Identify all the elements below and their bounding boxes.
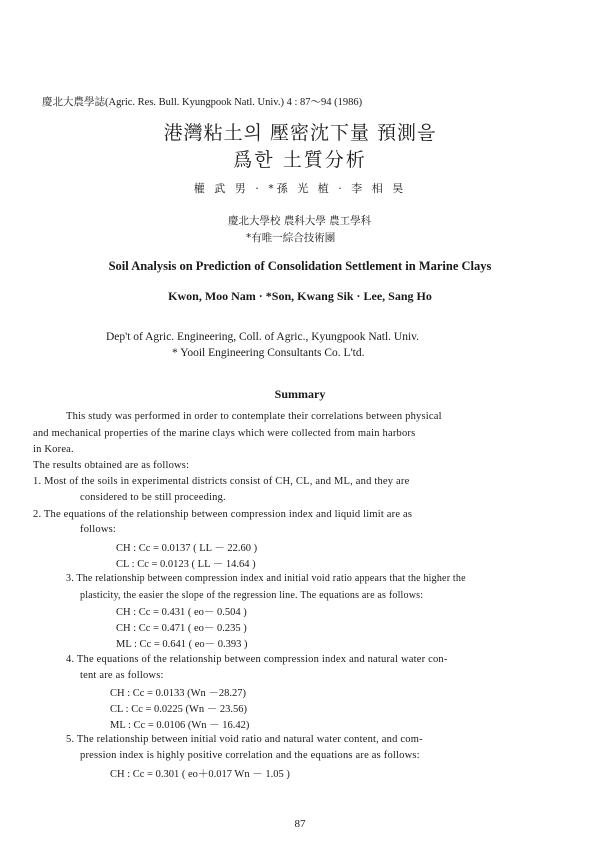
item-4-line-1: 4. The equations of the relationship between compression index and natural water con- — [66, 654, 448, 665]
item-1-line-2: considered to be still proceeding. — [80, 492, 226, 503]
item-3-equation-1: CH : Cc = 0.431 ( eo－ 0.504 ) — [116, 607, 247, 618]
results-intro: The results obtained are as follows: — [33, 460, 190, 471]
item-4-equation-2: CL : Cc = 0.0225 (Wn － 23.56) — [110, 704, 248, 715]
item-3-equation-3: ML : Cc = 0.641 ( eo－ 0.393 ) — [116, 639, 248, 650]
journal-citation: 慶北大農學誌(Agric. Res. Bull. Kyungpook Natl. Univ.) 4 : 87～94 (1986) — [42, 97, 363, 108]
item-4-equation-1: CH : Cc = 0.0133 (Wn －28.27) — [110, 688, 246, 699]
item-5-line-1: 5. The relationship between initial void ratio and natural water content, and com- — [66, 734, 423, 745]
affiliation-korean-1: 慶北大學校 農科大學 農工學科 — [228, 215, 372, 227]
title-english: Soil Analysis on Prediction of Consolidation Settlement in Marine Clays — [108, 259, 492, 273]
item-2-line-2: follows: — [80, 524, 117, 535]
authors-korean: 權 武 男 · *孫 光 植 · 李 相 昊 — [193, 182, 407, 195]
item-2-equation-2: CL : Cc = 0.0123 ( LL － 14.64 ) — [116, 559, 256, 570]
item-5-equation-1: CH : Cc = 0.301 ( eo＋0.017 Wn － 1.05 ) — [110, 769, 290, 780]
affiliation-english-2: * Yooil Engineering Consultants Co. L'td. — [172, 347, 365, 359]
affiliation-english-1: Dep't of Agric. Engineering, Coll. of Agric., Kyungpook Natl. Univ. — [106, 331, 420, 343]
title-korean-line2: 爲한 土質分析 — [233, 149, 367, 171]
item-4-line-2: tent are as follows: — [80, 670, 164, 681]
intro-line-2: and mechanical properties of the marine clays which were collected from main harbors — [33, 428, 416, 439]
item-3-line-1: 3. The relationship between compression index and initial void ratio appears that the higher the — [66, 573, 466, 584]
affiliation-korean-2: *有唯一綜合技術團 — [246, 232, 336, 244]
intro-line-3: in Korea. — [33, 444, 74, 455]
title-korean-line1: 港灣粘土의 壓密沈下量 預測을 — [163, 122, 437, 144]
summary-heading: Summary — [274, 387, 326, 401]
item-3-line-2: plasticity, the easier the slope of the regression line. The equations are as follows: — [80, 590, 424, 601]
item-4-equation-3: ML : Cc = 0.0106 (Wn － 16.42) — [110, 720, 250, 731]
item-2-line-1: 2. The equations of the relationship between compression index and liquid limit are as — [33, 509, 413, 520]
item-5-line-2: pression index is highly positive correlation and the equations are as follows: — [80, 750, 420, 761]
item-1-line-1: 1. Most of the soils in experimental districts consist of CH, CL, and ML, and they are — [33, 476, 410, 487]
item-3-equation-2: CH : Cc = 0.471 ( eo－ 0.235 ) — [116, 623, 247, 634]
intro-line-1: This study was performed in order to contemplate their correlations between physical — [66, 411, 442, 422]
authors-english: Kwon, Moo Nam · *Son, Kwang Sik · Lee, Sang Ho — [168, 289, 432, 303]
item-2-equation-1: CH : Cc = 0.0137 ( LL － 22.60 ) — [116, 543, 258, 554]
page-number: 87 — [294, 818, 306, 830]
